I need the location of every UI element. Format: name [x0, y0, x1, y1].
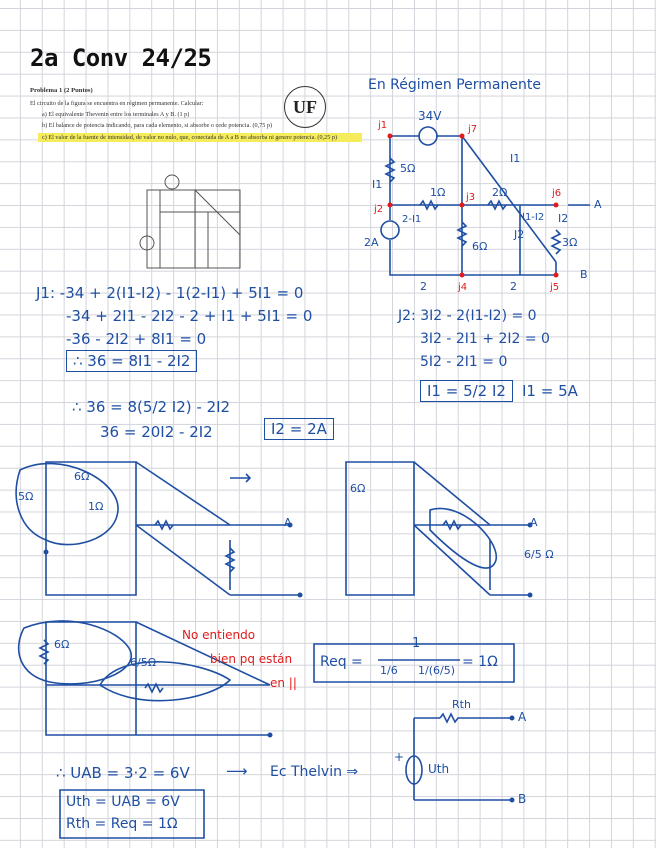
- bottom-label-2a: 2: [420, 280, 427, 293]
- vab-equation: ∴ UAB = 3·2 = 6V: [56, 764, 190, 782]
- note-line-2: bien pq están: [210, 652, 293, 666]
- rth-result: Rth = Req = 1Ω: [66, 816, 178, 832]
- i1-label: I1: [510, 152, 521, 165]
- terminal-b-label: B: [580, 268, 588, 281]
- bottom-label-2b: 2: [510, 280, 517, 293]
- r2-label: 2Ω: [492, 186, 508, 199]
- step1-a: A: [284, 516, 292, 529]
- i2-minus-i1-label: 2-I1: [402, 214, 422, 225]
- equation-3: -36 - 2I2 + 8I1 = 0: [66, 330, 207, 348]
- final-arrow: ⟶: [226, 762, 248, 780]
- equation-7: 5I2 - 2I1 = 0: [420, 354, 508, 370]
- node-j1: j1: [378, 120, 388, 131]
- equation-4: ∴ 36 = 8I1 - 2I2: [66, 350, 197, 372]
- equation-5: J2: 3I2 - 2(I1-I2) = 0: [398, 308, 537, 324]
- i1-branch-label: I1: [372, 178, 383, 191]
- i1-minus-i2-label: I1-I2: [522, 212, 545, 223]
- j2-loop-label: J2: [514, 228, 525, 241]
- node-j7: j7: [468, 124, 478, 135]
- node-j3: j3: [466, 192, 476, 203]
- node-j2: j2: [374, 204, 384, 215]
- source-34v-label: 34V: [418, 109, 442, 123]
- node-j4: j4: [458, 282, 468, 293]
- thevenin-b: B: [518, 792, 527, 806]
- thevenin-uth-label: Uth: [428, 762, 450, 776]
- equation-6: 3I2 - 2I1 + 2I2 = 0: [420, 331, 550, 347]
- step1-r1: 1Ω: [88, 500, 104, 513]
- req-result: = 1Ω: [462, 654, 498, 670]
- step3-r65: 6/5Ω: [130, 656, 157, 669]
- equation-2: -34 + 2I1 - 2I2 - 2 + I1 + 5I1 = 0: [66, 307, 313, 325]
- note-line-1: No entiendo: [182, 628, 256, 642]
- regimen-title: En Régimen Permanente: [368, 77, 541, 93]
- req-inv6: 1/6: [380, 664, 398, 677]
- node-j6: j6: [552, 188, 562, 199]
- req-one: 1: [412, 636, 421, 651]
- step2-a: A: [530, 516, 538, 529]
- terminal-a-label: A: [594, 198, 602, 211]
- i2-label: I2: [558, 212, 569, 225]
- r1-label: 1Ω: [430, 186, 446, 199]
- thevenin-rth-label: Rth: [452, 698, 471, 711]
- equation-10: ∴ 36 = 8(5/2 I2) - 2I2: [72, 398, 231, 416]
- problem-item-b: b) El balance de potencia indicando, para cada elemento, si absorbe o cede potencia. (0,75 p): [42, 122, 273, 130]
- ec-thevenin: Ec Thelvin ⇒: [270, 764, 359, 780]
- problem-intro: El circuito de la figura se encuentra en régimen permanente. Calcular:: [30, 99, 204, 107]
- problem-item-a: a) El equivalente Thevenin entre los terminales A y B. (1 p): [42, 111, 190, 119]
- equation-1: J1: -34 + 2(I1-I2) - 1(2-I1) + 5I1 = 0: [36, 284, 304, 302]
- problem-item-c: c) El valor de la fuente de intensidad, de valor no nulo, que, conectada de A a B no absorba ni genere potencia. (0,25 p): [38, 133, 362, 142]
- thevenin-a: A: [518, 710, 527, 724]
- problem-heading: Problema 1 (2 Puntos): [30, 87, 93, 94]
- equation-9: I1 = 5A: [522, 382, 578, 400]
- step1-r6: 6Ω: [74, 470, 90, 483]
- req-inv65: 1/(6/5): [418, 664, 455, 677]
- note-line-3: en ||: [270, 676, 297, 690]
- uth-result: Uth = UAB = 6V: [66, 794, 180, 810]
- university-logo: UF: [284, 86, 326, 128]
- req-label: Req =: [320, 654, 363, 670]
- equation-8: I1 = 5/2 I2: [420, 380, 513, 402]
- step2-r65: 6/5 Ω: [524, 548, 554, 561]
- step1-r5: 5Ω: [18, 490, 34, 503]
- thevenin-plus: +: [394, 750, 405, 764]
- r5-label: 5Ω: [400, 162, 416, 175]
- page-title: 2a Conv 24/25: [30, 44, 212, 72]
- equation-11: 36 = 20I2 - 2I2: [100, 423, 213, 441]
- node-j5: j5: [550, 282, 560, 293]
- r6-label: 6Ω: [472, 240, 488, 253]
- src-2a-label: 2A: [364, 236, 379, 249]
- equation-12: I2 = 2A: [264, 418, 334, 440]
- step3-r6: 6Ω: [54, 638, 70, 651]
- step2-r6: 6Ω: [350, 482, 366, 495]
- r3-label: 3Ω: [562, 236, 578, 249]
